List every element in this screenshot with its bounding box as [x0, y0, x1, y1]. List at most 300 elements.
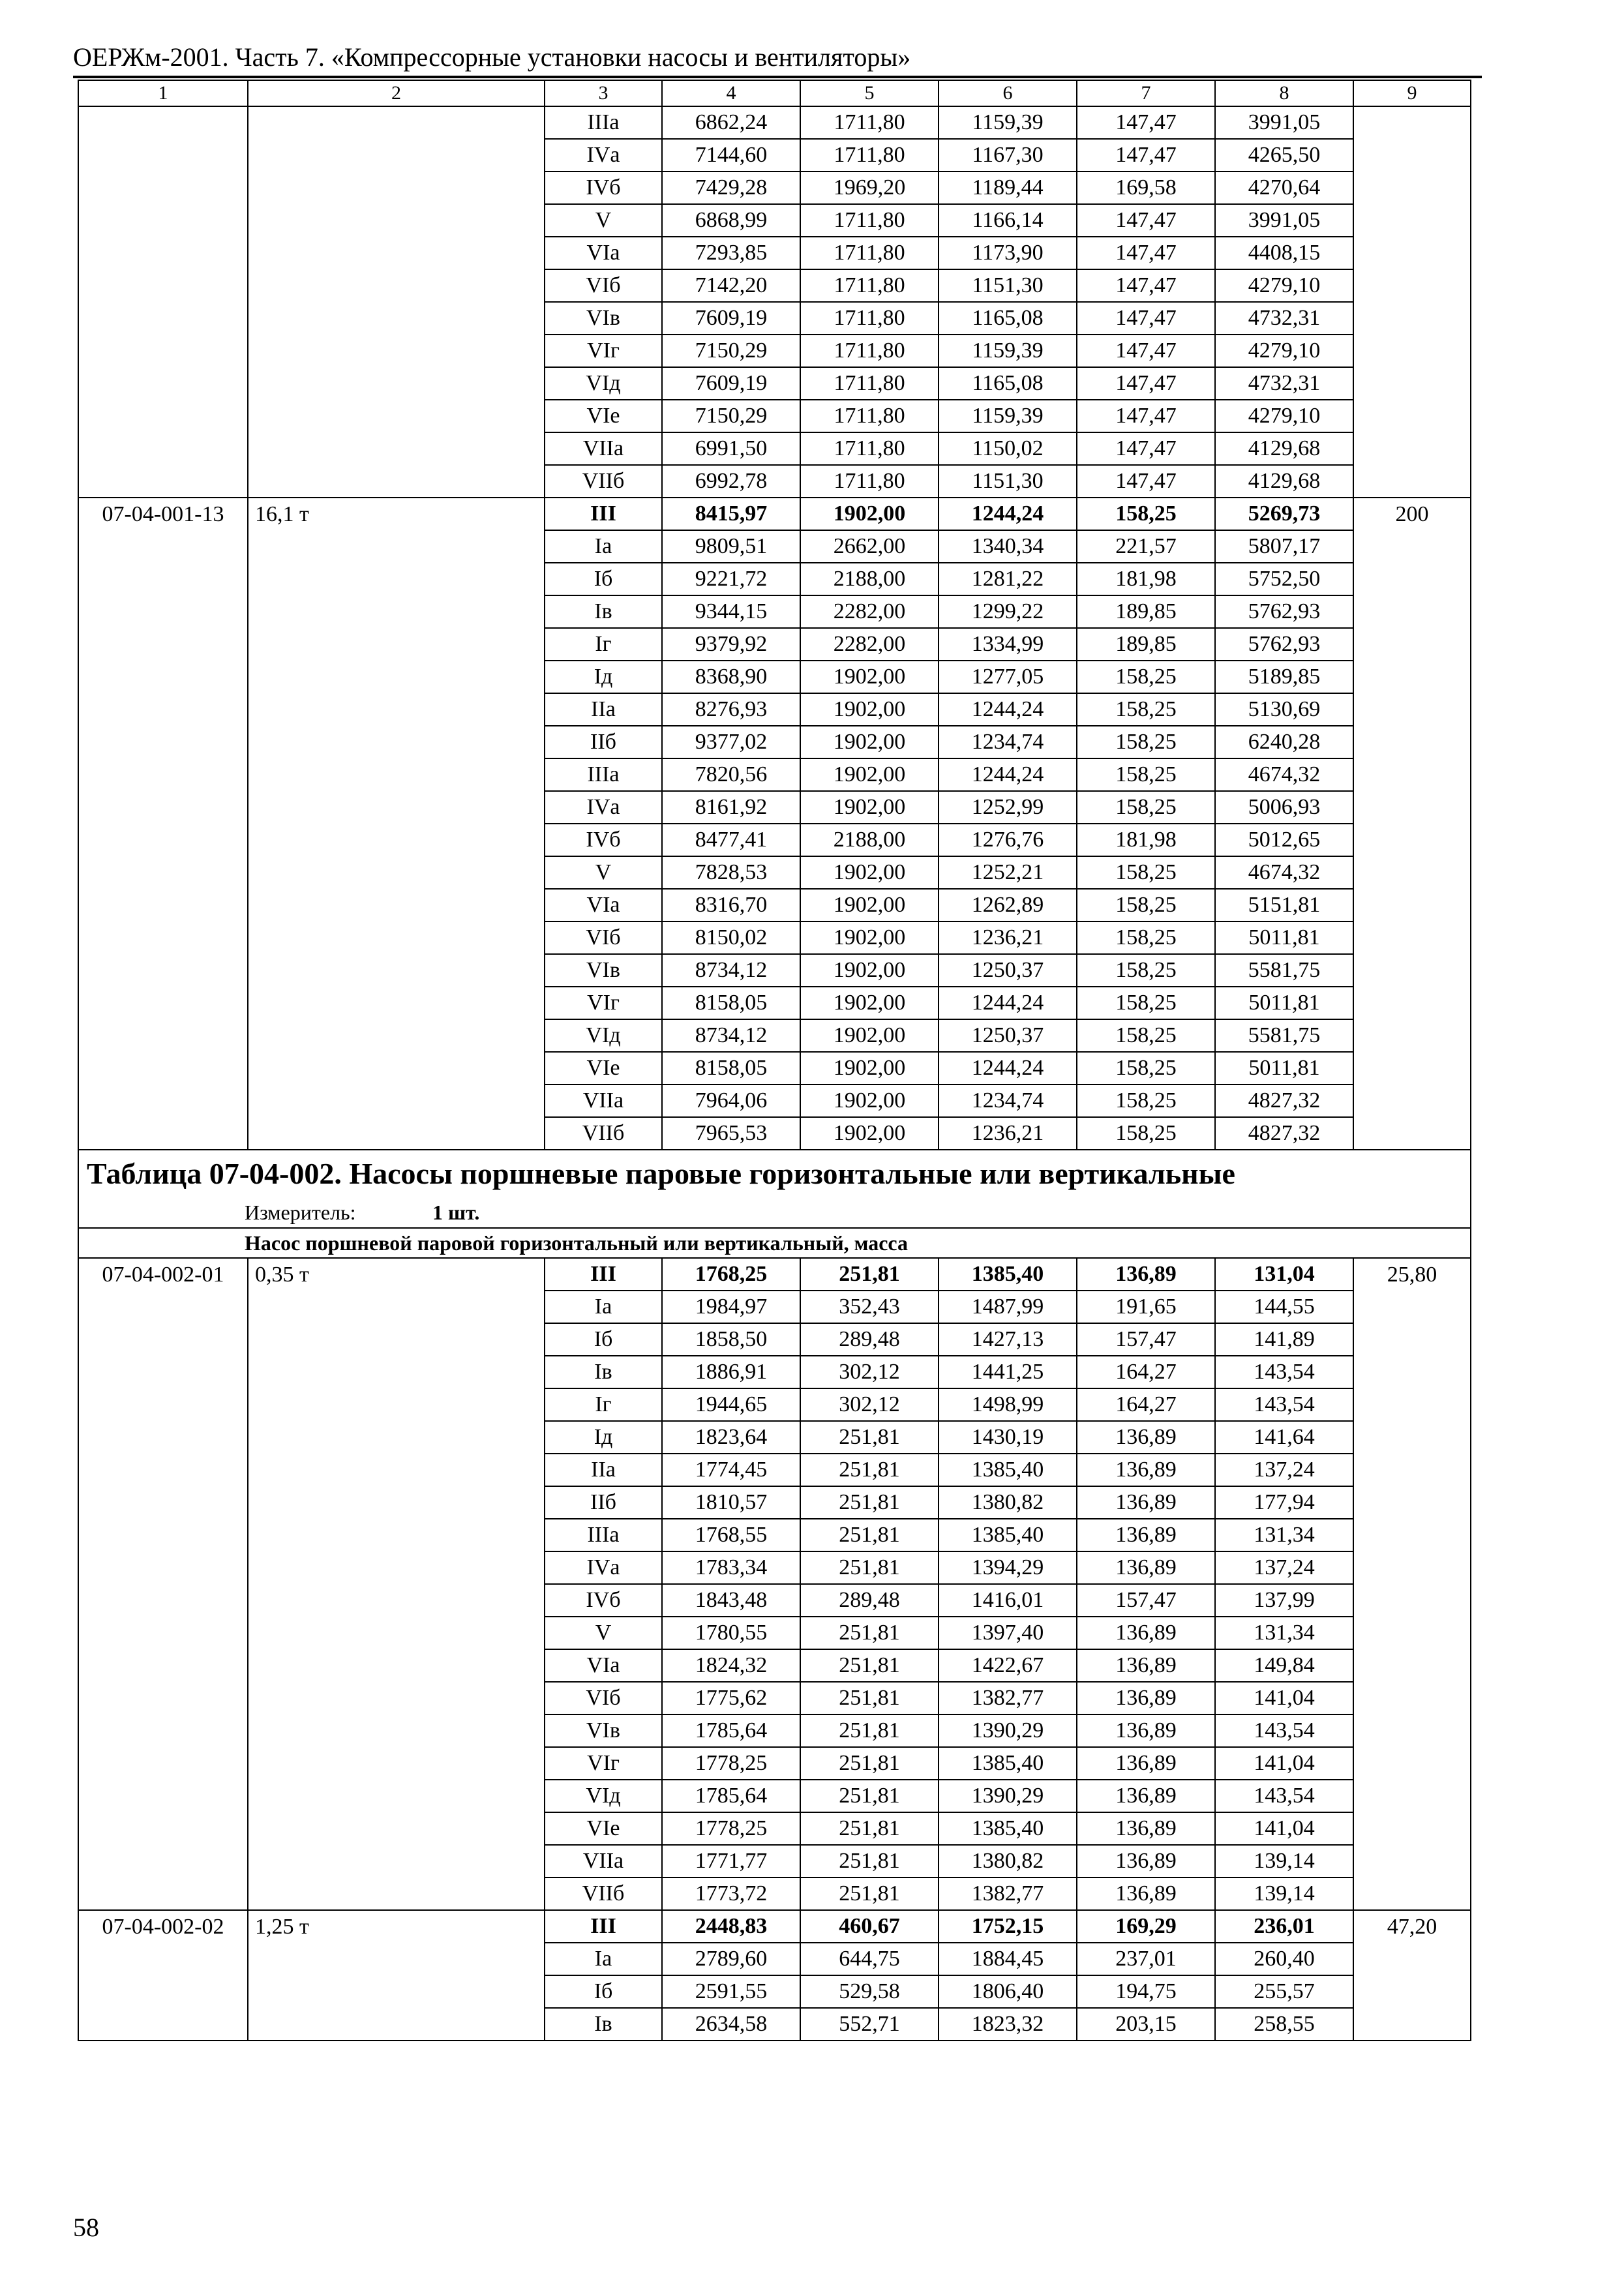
cost-cell: 181,98 [1077, 824, 1215, 856]
cost-cell: 4279,10 [1215, 400, 1353, 432]
cost-cell: 1711,80 [800, 269, 939, 302]
cost-cell: 1236,21 [939, 921, 1077, 954]
cost-cell: 1902,00 [800, 889, 939, 921]
cost-cell: 131,34 [1215, 1617, 1353, 1649]
zone-code: V [545, 856, 662, 889]
zone-code: IVб [545, 1584, 662, 1617]
zone-code: Iд [545, 661, 662, 693]
position-mass: 0,35 т [248, 1258, 545, 1910]
cost-cell: 158,25 [1077, 498, 1215, 530]
cost-cell: 251,81 [800, 1258, 939, 1291]
cost-cell: 1902,00 [800, 726, 939, 758]
cost-cell: 158,25 [1077, 726, 1215, 758]
zone-code: IIа [545, 1454, 662, 1486]
cost-cell: 1244,24 [939, 987, 1077, 1019]
column-number: 5 [800, 80, 939, 106]
cost-cell: 147,47 [1077, 465, 1215, 498]
cost-cell: 136,89 [1077, 1649, 1215, 1682]
subheading-text: Насос поршневой паровой горизонтальный или вертикальный, масса [245, 1231, 909, 1255]
cost-cell: 147,47 [1077, 400, 1215, 432]
cost-cell: 158,25 [1077, 954, 1215, 987]
zone-code: VIд [545, 1019, 662, 1052]
cost-cell: 141,04 [1215, 1812, 1353, 1845]
cost-cell: 6992,78 [662, 465, 800, 498]
cost-cell: 1783,34 [662, 1551, 800, 1584]
cost-cell: 7609,19 [662, 302, 800, 335]
cost-cell: 251,81 [800, 1747, 939, 1780]
cost-cell: 5151,81 [1215, 889, 1353, 921]
cost-cell: 2188,00 [800, 563, 939, 595]
cost-cell: 1711,80 [800, 367, 939, 400]
cost-cell: 8477,41 [662, 824, 800, 856]
cost-cell: 136,89 [1077, 1780, 1215, 1812]
cost-cell: 2634,58 [662, 2008, 800, 2041]
cost-cell: 1774,45 [662, 1454, 800, 1486]
unit-label: Измеритель: [245, 1200, 356, 1224]
cost-cell: 6991,50 [662, 432, 800, 465]
cost-cell: 194,75 [1077, 1975, 1215, 2008]
cost-cell: 1252,21 [939, 856, 1077, 889]
zone-code: III [545, 1910, 662, 1943]
cost-cell: 1902,00 [800, 1019, 939, 1052]
cost-cell: 143,54 [1215, 1388, 1353, 1421]
cost-cell: 1150,02 [939, 432, 1077, 465]
zone-code: IIб [545, 726, 662, 758]
cost-cell: 136,89 [1077, 1454, 1215, 1486]
cost-cell: 1334,99 [939, 628, 1077, 661]
cost-cell: 181,98 [1077, 563, 1215, 595]
zone-code: IIа [545, 693, 662, 726]
page-number: 58 [73, 2213, 99, 2242]
cost-cell: 137,24 [1215, 1551, 1353, 1584]
zone-code: VIв [545, 1714, 662, 1747]
cost-cell: 9344,15 [662, 595, 800, 628]
cost-cell: 147,47 [1077, 335, 1215, 367]
cost-cell: 147,47 [1077, 367, 1215, 400]
cost-cell: 7828,53 [662, 856, 800, 889]
cost-cell: 1752,15 [939, 1910, 1077, 1943]
zone-code: VIв [545, 302, 662, 335]
table-title-cell: Таблица 07-04-002. Насосы поршневые паровые горизонтальные или вертикальные [78, 1150, 1471, 1197]
cost-cell: 2282,00 [800, 595, 939, 628]
cost-cell: 158,25 [1077, 1085, 1215, 1117]
column-number: 1 [78, 80, 248, 106]
cost-cell: 1902,00 [800, 661, 939, 693]
zone-code: VIг [545, 987, 662, 1019]
cost-cell: 1394,29 [939, 1551, 1077, 1584]
cost-cell: 2662,00 [800, 530, 939, 563]
cost-cell: 1382,77 [939, 1682, 1077, 1714]
cost-cell: 251,81 [800, 1454, 939, 1486]
cost-cell: 8734,12 [662, 954, 800, 987]
unit-value: 1 шт. [432, 1200, 480, 1224]
cost-cell: 4129,68 [1215, 432, 1353, 465]
cost-cell: 1902,00 [800, 1052, 939, 1085]
cost-cell: 141,64 [1215, 1421, 1353, 1454]
cost-cell: 1775,62 [662, 1682, 800, 1714]
cost-cell: 302,12 [800, 1388, 939, 1421]
zone-code: VIб [545, 1682, 662, 1714]
cost-cell: 143,54 [1215, 1780, 1353, 1812]
cost-cell: 1780,55 [662, 1617, 800, 1649]
cost-cell: 1165,08 [939, 302, 1077, 335]
cost-cell: 136,89 [1077, 1617, 1215, 1649]
cost-cell: 1189,44 [939, 172, 1077, 204]
cost-cell: 1824,32 [662, 1649, 800, 1682]
cost-cell: 141,04 [1215, 1682, 1353, 1714]
cost-cell: 158,25 [1077, 1052, 1215, 1085]
column-number: 8 [1215, 80, 1353, 106]
cost-cell: 251,81 [800, 1519, 939, 1551]
cost-cell: 251,81 [800, 1421, 939, 1454]
position-mass [248, 106, 545, 498]
zone-code: IIIа [545, 1519, 662, 1551]
cost-cell: 157,47 [1077, 1584, 1215, 1617]
cost-cell: 1785,64 [662, 1714, 800, 1747]
cost-cell: 1806,40 [939, 1975, 1077, 2008]
column-number: 7 [1077, 80, 1215, 106]
cost-cell: 4279,10 [1215, 335, 1353, 367]
table-row [78, 106, 1471, 139]
zone-code: IVб [545, 824, 662, 856]
zone-code: Iб [545, 563, 662, 595]
cost-cell: 1944,65 [662, 1388, 800, 1421]
cost-cell: 189,85 [1077, 595, 1215, 628]
cost-cell: 221,57 [1077, 530, 1215, 563]
cost-cell: 139,14 [1215, 1878, 1353, 1910]
cost-cell: 4827,32 [1215, 1085, 1353, 1117]
cost-cell: 136,89 [1077, 1812, 1215, 1845]
cost-cell: 4129,68 [1215, 465, 1353, 498]
cost-cell: 6240,28 [1215, 726, 1353, 758]
cost-cell: 1778,25 [662, 1747, 800, 1780]
zone-code: VIIб [545, 1117, 662, 1150]
cost-cell: 136,89 [1077, 1682, 1215, 1714]
cost-cell: 1902,00 [800, 498, 939, 530]
cost-cell: 5189,85 [1215, 661, 1353, 693]
zone-code: VIв [545, 954, 662, 987]
cost-cell: 5752,50 [1215, 563, 1353, 595]
cost-cell: 1858,50 [662, 1323, 800, 1356]
cost-cell: 8161,92 [662, 791, 800, 824]
unit-row [78, 1197, 1471, 1228]
cost-cell: 1886,91 [662, 1356, 800, 1388]
cost-cell: 1159,39 [939, 400, 1077, 432]
position-code [78, 106, 248, 498]
cost-cell: 1498,99 [939, 1388, 1077, 1421]
cost-cell: 251,81 [800, 1682, 939, 1714]
cost-cell: 1340,34 [939, 530, 1077, 563]
cost-cell: 5011,81 [1215, 1052, 1353, 1085]
cost-cell: 302,12 [800, 1356, 939, 1388]
cost-cell: 4674,32 [1215, 856, 1353, 889]
zone-code: Iа [545, 1943, 662, 1975]
cost-cell: 3991,05 [1215, 204, 1353, 237]
cost-cell: 1299,22 [939, 595, 1077, 628]
cost-cell: 158,25 [1077, 987, 1215, 1019]
cost-cell: 251,81 [800, 1714, 939, 1747]
zone-code: Iа [545, 1291, 662, 1323]
cost-cell: 1843,48 [662, 1584, 800, 1617]
cost-cell: 251,81 [800, 1812, 939, 1845]
cost-cell: 1969,20 [800, 172, 939, 204]
cost-cell: 1385,40 [939, 1519, 1077, 1551]
zone-code: VIд [545, 1780, 662, 1812]
cost-cell: 1422,67 [939, 1649, 1077, 1682]
cost-cell: 1823,64 [662, 1421, 800, 1454]
cost-cell: 136,89 [1077, 1421, 1215, 1454]
cost-cell: 141,04 [1215, 1747, 1353, 1780]
zone-code: VIб [545, 921, 662, 954]
cost-cell: 1385,40 [939, 1454, 1077, 1486]
cost-cell: 147,47 [1077, 204, 1215, 237]
header-rule [73, 77, 1482, 78]
cost-cell: 1380,82 [939, 1486, 1077, 1519]
cost-cell: 1902,00 [800, 758, 939, 791]
table-row [78, 1258, 1471, 1291]
cost-cell: 1810,57 [662, 1486, 800, 1519]
zone-code: VIIа [545, 1845, 662, 1878]
cost-cell: 1711,80 [800, 302, 939, 335]
cost-cell: 1778,25 [662, 1812, 800, 1845]
zone-code: VIIб [545, 465, 662, 498]
cost-cell: 1902,00 [800, 954, 939, 987]
zone-code: Iб [545, 1323, 662, 1356]
column-number: 6 [939, 80, 1077, 106]
cost-cell: 1397,40 [939, 1617, 1077, 1649]
position-code: 07-04-002-02 [78, 1910, 248, 2041]
cost-cell: 147,47 [1077, 106, 1215, 139]
cost-cell: 251,81 [800, 1780, 939, 1812]
zone-code: Iг [545, 628, 662, 661]
cost-cell: 9221,72 [662, 563, 800, 595]
cost-cell: 1902,00 [800, 856, 939, 889]
cost-cell: 5581,75 [1215, 1019, 1353, 1052]
cost-cell: 1252,99 [939, 791, 1077, 824]
subheading-row-cell [78, 1228, 1471, 1258]
cost-cell: 8150,02 [662, 921, 800, 954]
cost-cell: 1234,74 [939, 726, 1077, 758]
page-header: ОЕРЖм-2001. Часть 7. «Компрессорные установки насосы и вентиляторы» [73, 39, 1482, 77]
cost-cell: 7293,85 [662, 237, 800, 269]
cost-cell: 1768,25 [662, 1258, 800, 1291]
cost-cell: 251,81 [800, 1649, 939, 1682]
cost-cell: 552,71 [800, 2008, 939, 2041]
cost-cell: 1902,00 [800, 693, 939, 726]
cost-cell: 1385,40 [939, 1747, 1077, 1780]
cost-cell: 7964,06 [662, 1085, 800, 1117]
cost-cell: 137,24 [1215, 1454, 1353, 1486]
cost-cell: 1902,00 [800, 1085, 939, 1117]
cost-cell: 1165,08 [939, 367, 1077, 400]
cost-cell: 1166,14 [939, 204, 1077, 237]
zone-code: Iв [545, 1356, 662, 1388]
cost-cell: 4270,64 [1215, 172, 1353, 204]
cost-cell: 237,01 [1077, 1943, 1215, 1975]
cost-cell: 460,67 [800, 1910, 939, 1943]
cost-cell: 1416,01 [939, 1584, 1077, 1617]
cost-cell: 1244,24 [939, 1052, 1077, 1085]
cost-cell: 158,25 [1077, 1117, 1215, 1150]
cost-cell: 2591,55 [662, 1975, 800, 2008]
cost-cell: 1250,37 [939, 1019, 1077, 1052]
cost-cell: 147,47 [1077, 139, 1215, 172]
cost-cell: 5011,81 [1215, 987, 1353, 1019]
cost-cell: 8158,05 [662, 1052, 800, 1085]
cost-cell: 5006,93 [1215, 791, 1353, 824]
cost-cell: 136,89 [1077, 1845, 1215, 1878]
zone-code: VIIа [545, 432, 662, 465]
cost-cell: 7142,20 [662, 269, 800, 302]
cost-cell: 1711,80 [800, 237, 939, 269]
position-code: 07-04-002-01 [78, 1258, 248, 1910]
cost-cell: 1281,22 [939, 563, 1077, 595]
cost-cell: 191,65 [1077, 1291, 1215, 1323]
cost-cell: 5762,93 [1215, 595, 1353, 628]
cost-cell: 136,89 [1077, 1519, 1215, 1551]
cost-cell: 147,47 [1077, 237, 1215, 269]
zone-code: IVб [545, 172, 662, 204]
cost-cell: 136,89 [1077, 1878, 1215, 1910]
cost-cell: 1768,55 [662, 1519, 800, 1551]
price-table [78, 80, 1471, 2041]
cost-cell: 158,25 [1077, 856, 1215, 889]
cost-cell: 7965,53 [662, 1117, 800, 1150]
zone-code: VIIа [545, 1085, 662, 1117]
cost-cell: 6862,24 [662, 106, 800, 139]
cost-cell: 529,58 [800, 1975, 939, 2008]
cost-cell: 255,57 [1215, 1975, 1353, 2008]
column-number: 3 [545, 80, 662, 106]
cost-cell: 147,47 [1077, 269, 1215, 302]
cost-cell: 157,47 [1077, 1323, 1215, 1356]
cost-cell: 251,81 [800, 1486, 939, 1519]
cost-cell: 6868,99 [662, 204, 800, 237]
column-9-value: 200 [1353, 498, 1471, 1150]
cost-cell: 251,81 [800, 1878, 939, 1910]
zone-code: IVа [545, 139, 662, 172]
unit-row-cell [78, 1197, 1471, 1228]
zone-code: VIа [545, 1649, 662, 1682]
cost-cell: 2789,60 [662, 1943, 800, 1975]
cost-cell: 2448,83 [662, 1910, 800, 1943]
cost-cell: 143,54 [1215, 1714, 1353, 1747]
cost-cell: 136,89 [1077, 1258, 1215, 1291]
cost-cell: 158,25 [1077, 693, 1215, 726]
cost-cell: 158,25 [1077, 889, 1215, 921]
zone-code: V [545, 1617, 662, 1649]
zone-code: VIг [545, 335, 662, 367]
cost-cell: 1151,30 [939, 269, 1077, 302]
cost-cell: 136,89 [1077, 1551, 1215, 1584]
cost-cell: 1236,21 [939, 1117, 1077, 1150]
zone-code: III [545, 1258, 662, 1291]
zone-code: Iв [545, 2008, 662, 2041]
cost-cell: 260,40 [1215, 1943, 1353, 1975]
column-number: 2 [248, 80, 545, 106]
zone-code: Iв [545, 595, 662, 628]
cost-cell: 1276,76 [939, 824, 1077, 856]
cost-cell: 8158,05 [662, 987, 800, 1019]
cost-cell: 1711,80 [800, 335, 939, 367]
column-number-row [78, 80, 1471, 106]
cost-cell: 1785,64 [662, 1780, 800, 1812]
cost-cell: 7150,29 [662, 335, 800, 367]
cost-cell: 8415,97 [662, 498, 800, 530]
cost-cell: 1385,40 [939, 1812, 1077, 1845]
cost-cell: 149,84 [1215, 1649, 1353, 1682]
cost-cell: 8368,90 [662, 661, 800, 693]
cost-cell: 1711,80 [800, 204, 939, 237]
cost-cell: 158,25 [1077, 791, 1215, 824]
column-9-value: 47,20 [1353, 1910, 1471, 2041]
zone-code: VIб [545, 269, 662, 302]
cost-cell: 169,29 [1077, 1910, 1215, 1943]
cost-cell: 1711,80 [800, 432, 939, 465]
cost-cell: 1902,00 [800, 921, 939, 954]
cost-cell: 1823,32 [939, 2008, 1077, 2041]
cost-cell: 258,55 [1215, 2008, 1353, 2041]
cost-cell: 5269,73 [1215, 498, 1353, 530]
cost-cell: 3991,05 [1215, 106, 1353, 139]
table-row [78, 1910, 1471, 1943]
cost-cell: 164,27 [1077, 1388, 1215, 1421]
cost-cell: 5762,93 [1215, 628, 1353, 661]
zone-code: Iд [545, 1421, 662, 1454]
cost-cell: 5012,65 [1215, 824, 1353, 856]
cost-cell: 147,47 [1077, 432, 1215, 465]
cost-cell: 1884,45 [939, 1943, 1077, 1975]
cost-cell: 143,54 [1215, 1356, 1353, 1388]
cost-cell: 1773,72 [662, 1878, 800, 1910]
cost-cell: 1173,90 [939, 237, 1077, 269]
cost-cell: 1711,80 [800, 400, 939, 432]
cost-cell: 158,25 [1077, 661, 1215, 693]
cost-cell: 158,25 [1077, 1019, 1215, 1052]
cost-cell: 4732,31 [1215, 302, 1353, 335]
zone-code: IIб [545, 1486, 662, 1519]
cost-cell: 5807,17 [1215, 530, 1353, 563]
cost-cell: 4265,50 [1215, 139, 1353, 172]
zone-code: VIг [545, 1747, 662, 1780]
cost-cell: 164,27 [1077, 1356, 1215, 1388]
cost-cell: 1390,29 [939, 1714, 1077, 1747]
cost-cell: 4732,31 [1215, 367, 1353, 400]
cost-cell: 137,99 [1215, 1584, 1353, 1617]
cost-cell: 4279,10 [1215, 269, 1353, 302]
cost-cell: 1277,05 [939, 661, 1077, 693]
cost-cell: 1902,00 [800, 987, 939, 1019]
cost-cell: 1711,80 [800, 106, 939, 139]
cost-cell: 158,25 [1077, 758, 1215, 791]
table-row [78, 498, 1471, 530]
cost-cell: 1159,39 [939, 106, 1077, 139]
zone-code: IVа [545, 791, 662, 824]
column-number: 4 [662, 80, 800, 106]
cost-cell: 1711,80 [800, 465, 939, 498]
cost-cell: 1234,74 [939, 1085, 1077, 1117]
cost-cell: 8316,70 [662, 889, 800, 921]
position-mass: 16,1 т [248, 498, 545, 1150]
cost-cell: 251,81 [800, 1551, 939, 1584]
cost-cell: 144,55 [1215, 1291, 1353, 1323]
cost-cell: 169,58 [1077, 172, 1215, 204]
cost-cell: 7820,56 [662, 758, 800, 791]
cost-cell: 1441,25 [939, 1356, 1077, 1388]
position-code: 07-04-001-13 [78, 498, 248, 1150]
cost-cell: 1902,00 [800, 1117, 939, 1150]
zone-code: VIе [545, 1052, 662, 1085]
